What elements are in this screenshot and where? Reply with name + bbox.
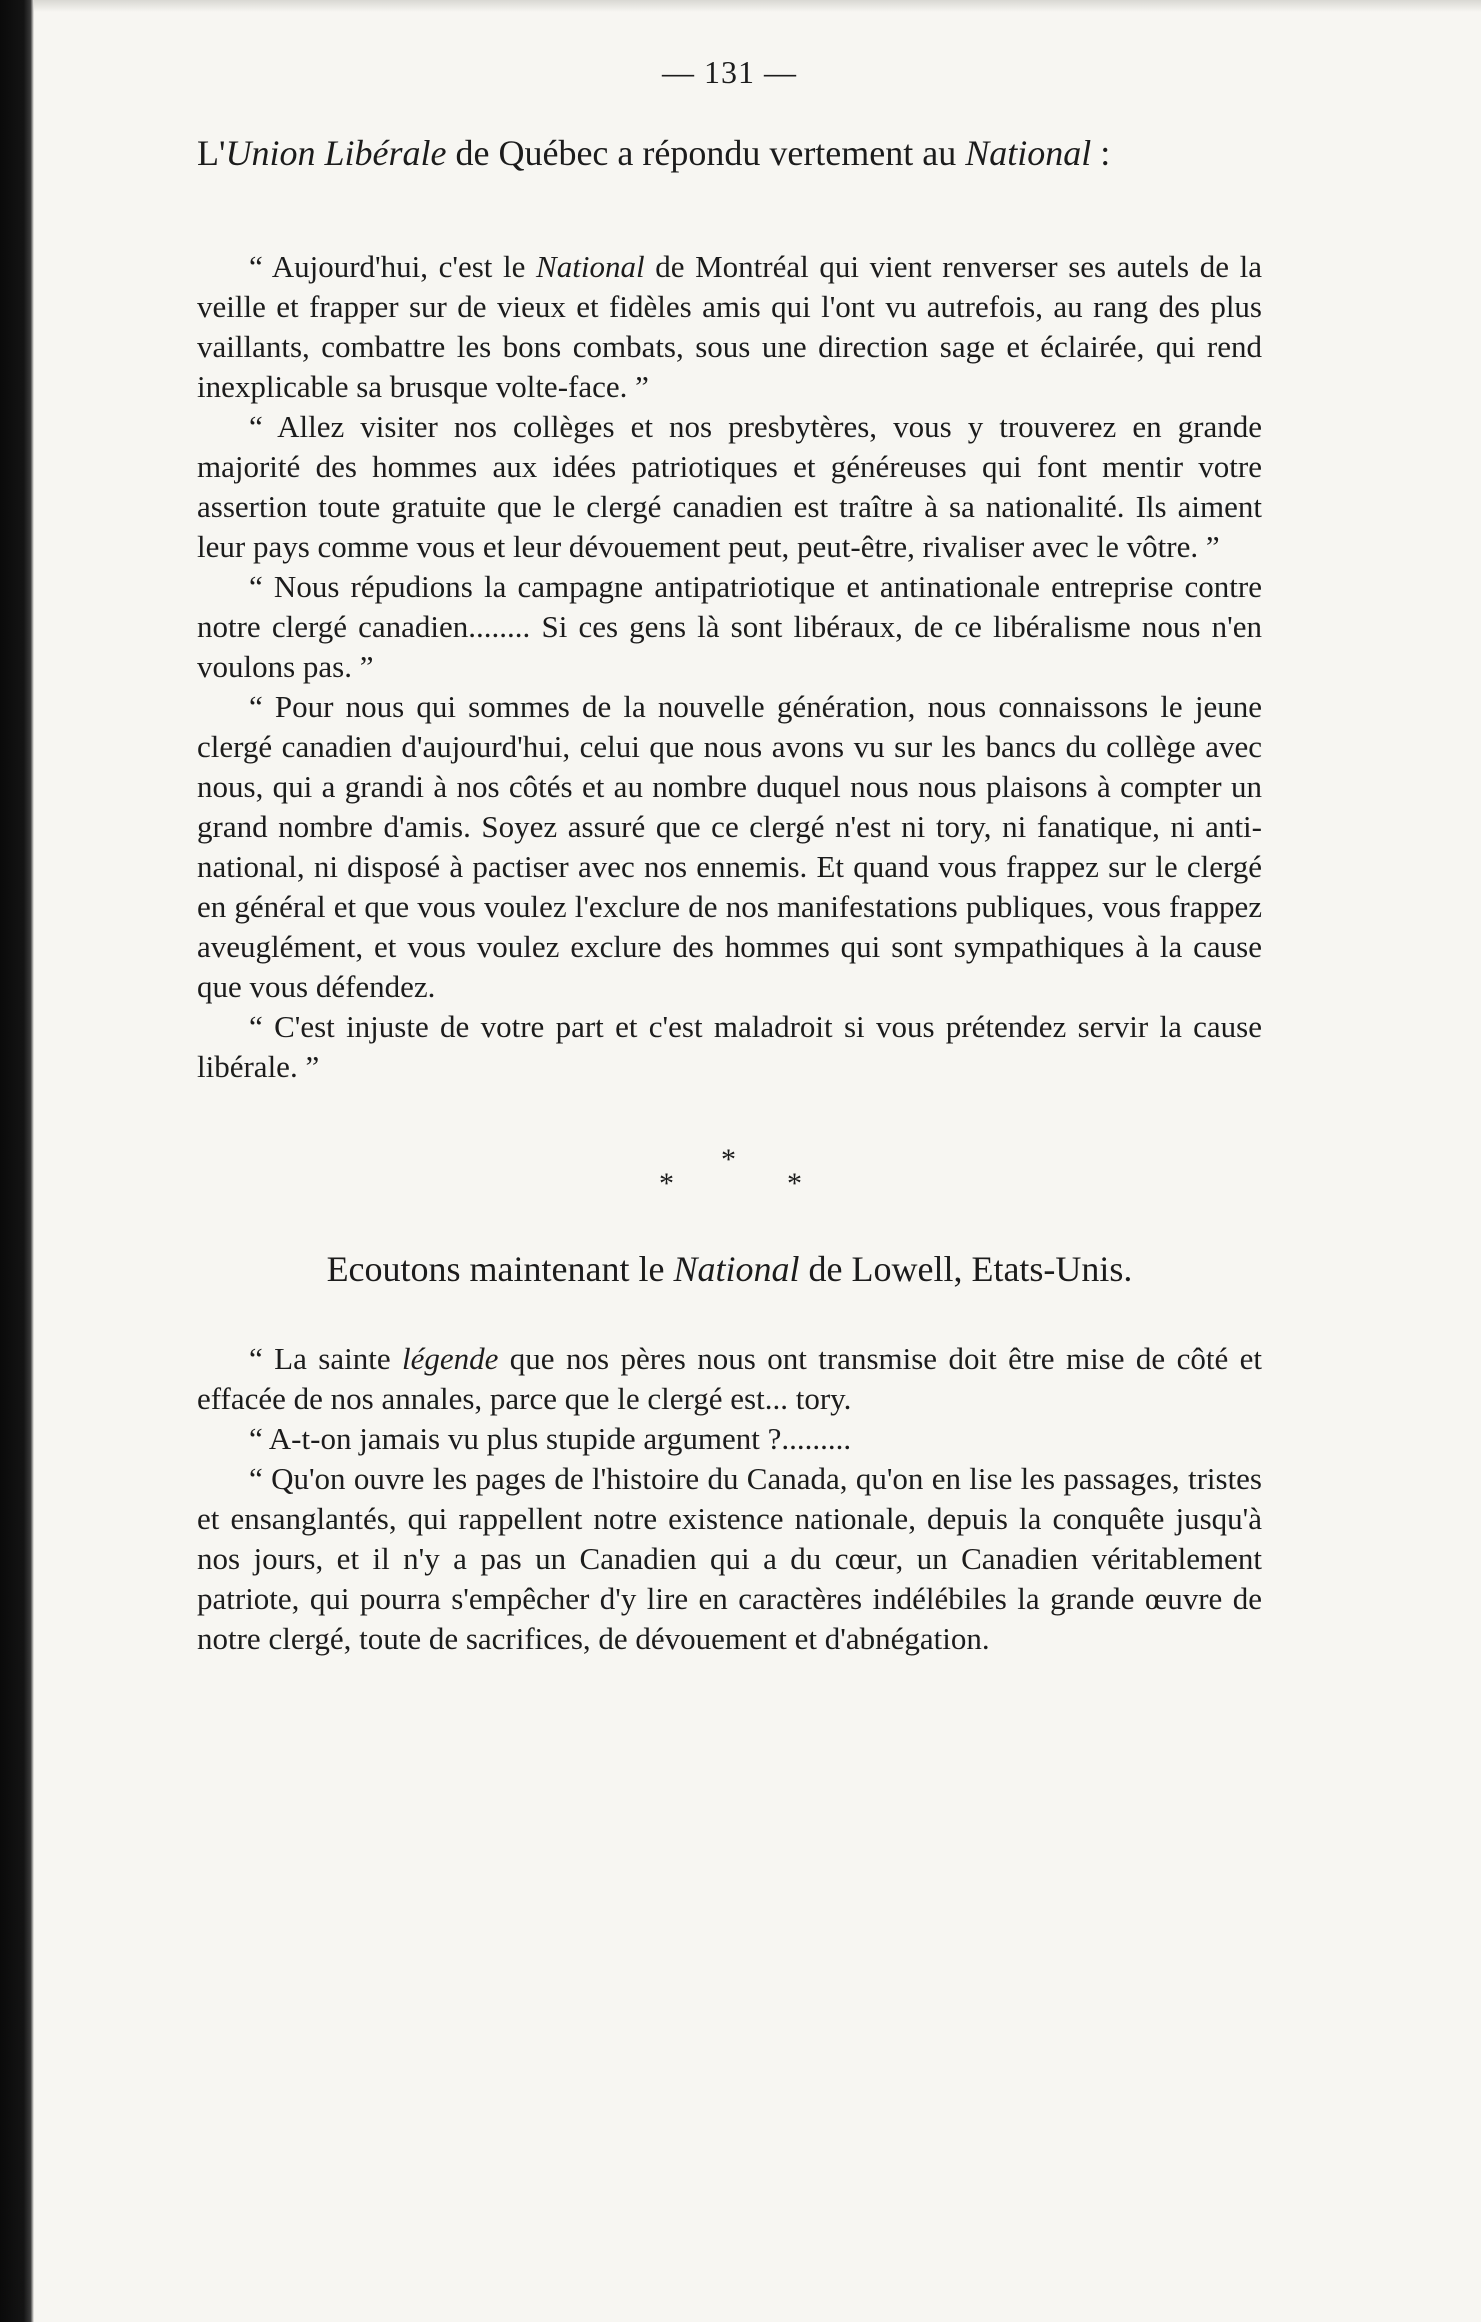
section-heading-lowell [197, 1245, 1262, 1293]
quote1-paragraph-3: “ Nous répudions la campagne antipatriotique et antinationale entreprise contre notre clergé canadien........ Si ces gens là sont libéraux, de ce libéralisme nous n'en voulons pas. ” [197, 568, 1262, 684]
quote2-p1-word: légende [402, 1340, 499, 1376]
quote2-p1-start: “ La sainte [249, 1340, 402, 1376]
quote2-paragraph-1 [197, 1339, 1262, 1419]
quote1-paragraph-4: “ Pour nous qui sommes de la nouvelle génération, nous connaissons le jeune clergé canadien d'aujourd'hui, celui que nous avons vu sur les bancs du collège avec nous, qui a grandi à nos côtés et au nombre duquel nous nous plaisons à compter un grand nombre d'amis. Soyez assuré que ce clergé n'est ni tory, ni fanatique, ni anti-national, ni disposé à pactiser avec nos ennemis. Et quand vous frappez sur le clergé en général et que vous voulez l'exclure de nos manifestations publiques, vous frappez aveuglément, et vous voulez exclure des hommes qui sont sympathiques à la cause que vous défendez. [197, 688, 1262, 1004]
separator-star-left: * [659, 1166, 674, 1200]
heading2-newspaper: National [673, 1248, 800, 1289]
quote1-paragraph-1 [197, 247, 1262, 407]
section-separator [197, 1115, 1262, 1245]
quote1-paragraph-5: “ C'est injuste de votre part et c'est maladroit si vous prétendez servir la cause libérale. ” [197, 1008, 1262, 1084]
intro-middle: de Québec a répondu vertement au [446, 132, 966, 173]
heading2-prefix: Ecoutons maintenant le [326, 1248, 674, 1289]
heading2-suffix: de Lowell, Etats-Unis. [799, 1248, 1133, 1289]
quote-national-lowell [197, 1339, 1262, 1659]
separator-star-top: * [721, 1142, 736, 1176]
quote1-paragraph-2: “ Allez visiter nos collèges et nos presbytères, vous y trouverez en grande majorité des hommes aux idées patriotiques et généreuses qui font mentir votre assertion toute gratuite que le clergé canadien est traître à sa nationalité. Ils aiment leur pays comme vous et leur dévouement peut, peut-être, rivaliser avec le vôtre. ” [197, 408, 1262, 564]
intro-prefix: L' [197, 132, 226, 173]
intro-sentence [197, 129, 1262, 177]
quote1-p1-start: “ Aujourd'hui, c'est le [249, 248, 537, 284]
quote1-p1-newspaper: National [536, 248, 645, 284]
quote2-paragraph-2: “ A-t-on jamais vu plus stupide argument ?......... [249, 1420, 852, 1456]
binding-edge [0, 0, 34, 2322]
newspaper-name-national: National [965, 132, 1092, 173]
quote2-paragraph-3: “ Qu'on ouvre les pages de l'histoire du Canada, qu'on en lise les passages, tristes et ensanglantés, qui rappellent notre existence nationale, depuis la conquête jusqu'à nos jours, et il n'y a pas un Canadien qui a du cœur, un Canadien véritablement patriote, qui pourra s'empêcher d'y lire en caractères indélébiles la grande œuvre de notre clergé, toute de sacrifices, de dévouement et d'abnégation. [197, 1460, 1262, 1656]
page-body [197, 52, 1262, 1659]
quote-union-liberale [197, 247, 1262, 1087]
intro-suffix: : [1091, 132, 1111, 173]
quote1-p1-rest: de Montréal qui vient renverser ses autels de la veille et frapper sur de vieux et fidèles amis qui l'ont vu autrefois, au rang des plus vaillants, combattre les bons combats, sous une direction sage et éclairée, qui rend inexplicable sa brusque volte-face. ” [197, 248, 1262, 404]
separator-star-right: * [787, 1166, 802, 1200]
quote2-p1-rest: que nos pères nous ont transmise doit être mise de côté et effacée de nos annales, parce que le clergé est... tory. [197, 1340, 1262, 1416]
newspaper-name-union-liberale: Union Libérale [225, 132, 447, 173]
page-number: — 131 — [662, 54, 797, 90]
page-top-edge [34, 0, 1481, 12]
